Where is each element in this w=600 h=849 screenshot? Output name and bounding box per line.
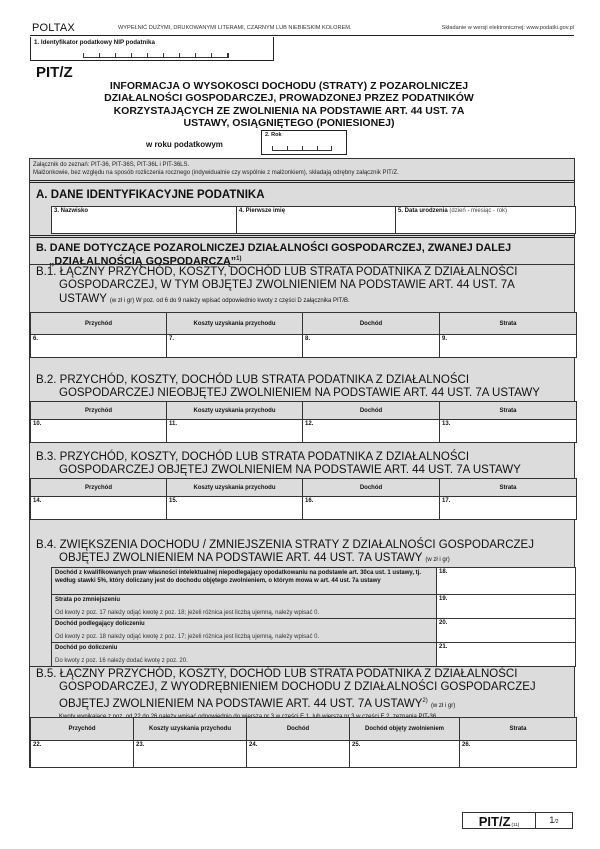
footnote-ref: 1) <box>236 256 242 262</box>
column-header: Dochód <box>302 401 440 420</box>
amount-field[interactable] <box>133 740 247 768</box>
section-b-title-line: B. DANE DOTYCZĄCE POZAROLNICZEJ DZIAŁALNOŚCI GOSPODARCZEJ, ZWANEJ DALEJ <box>36 242 512 254</box>
surname-label: 3. Nazwisko <box>54 208 89 214</box>
form-body <box>29 158 575 768</box>
amount-field[interactable] <box>459 740 577 768</box>
column-header: Dochód <box>302 312 440 335</box>
amount-field[interactable] <box>166 419 303 443</box>
field-number: 14. <box>33 498 42 504</box>
divider <box>30 235 574 238</box>
column-header: Dochód <box>302 478 440 497</box>
b4-title <box>36 539 534 568</box>
first-name-field[interactable] <box>236 206 396 234</box>
b4-row-loss-after-reduction <box>51 594 437 619</box>
field-number: 9. <box>442 336 448 342</box>
amount-field[interactable] <box>30 740 134 768</box>
b5-note: (w zł i gr) <box>430 702 456 709</box>
b4-row-title: Dochód z kwalifikowanych praw własności intelektualnej niepodlegający opodatkowaniu na podstawie art. 30ca ust. 1 ustawy, tj. według stawki 5%, który doliczany jest do dochodu objętego zwolnieniem, o którym mowa w art. 44 ust. 7a ustawy <box>55 570 421 584</box>
b1-title-line: USTAWY <box>59 292 107 305</box>
b5-title-line: GOSPODARCZEJ, Z WYODRĘBNIENIEM DOCHODU Z DZIAŁALNOŚCI GOSPODARCZEJ <box>59 681 536 694</box>
field-number: 22. <box>33 742 42 748</box>
field-number: 13. <box>442 421 451 427</box>
divider <box>30 666 574 667</box>
divider <box>30 264 574 265</box>
amount-field[interactable] <box>30 496 167 520</box>
b4-row-income-after-addition <box>51 642 437 667</box>
amount-field[interactable] <box>439 334 577 358</box>
b5-title <box>36 668 536 721</box>
nip-comb-guide <box>83 54 229 58</box>
b2-title-line: B.2. PRZYCHÓD, KOSZTY, DOCHÓD LUB STRATA PODATNIKA Z DZIAŁALNOŚCI <box>36 374 470 386</box>
field-number: 10. <box>33 421 42 427</box>
form-title <box>54 80 524 129</box>
b4-row-income-to-add <box>51 618 437 643</box>
amount-field[interactable] <box>439 496 577 520</box>
field-18[interactable] <box>436 567 576 595</box>
b5-title-line: OBJĘTEJ ZWOLNIENIEM NA PODSTAWIE ART. 44 UST. 7A USTAWY <box>59 697 423 710</box>
column-header: Przychód <box>30 478 167 497</box>
attachment-note: Załącznik do zeznań: PIT-36, PIT-36S, PIT-36L i PIT-36LS. <box>33 162 190 168</box>
column-header: Koszty uzyskania przychodu <box>166 478 303 497</box>
field-20[interactable] <box>436 618 576 643</box>
electronic-filing-note: Składanie w wersji elektronicznej: www.podatki.gov.pl <box>441 25 574 31</box>
attachment-note: Małżonkowie, bez względu na sposób rozliczenia rocznego (indywidualnie czy wspólnie z małżonkiem), składają odrębny załącznik PIT/Z. <box>33 170 399 176</box>
b2-title-line: GOSPODARCZEJ NIEOBJĘTEJ ZWOLNIENIEM NA PODSTAWIE ART. 44 UST. 7A USTAWY <box>59 387 540 400</box>
amount-field[interactable] <box>166 334 303 358</box>
column-header: Dochód objęty zwolnieniem <box>349 717 460 741</box>
column-header: Strata <box>439 312 577 335</box>
birth-date-field[interactable] <box>395 206 576 234</box>
section-b-title-line: „DZIAŁALNOŚCIĄ GOSPODARCZĄ” <box>49 255 237 268</box>
column-header: Przychód <box>30 717 134 741</box>
field-21[interactable] <box>436 642 576 667</box>
title-line: INFORMACJA O WYSOKOSCI DOCHODU (STRATY) Z POZAROLNICZEJ <box>109 80 469 92</box>
column-header: Strata <box>439 478 577 497</box>
amount-field[interactable] <box>302 419 440 443</box>
field-number: 26. <box>462 742 471 748</box>
fill-instruction: WYPEŁNIĆ DUŻYMI, DRUKOWANYMI LITERAMI, CZARNYM LUB NIEBIESKIM KOLOREM. <box>118 25 352 31</box>
b1-note: (w zł i gr) W poz. od 6 do 9 należy wpisać odpowiednio kwoty z części D załącznika PIT/B. <box>109 297 350 304</box>
field-number: 15. <box>169 498 178 504</box>
field-number: 23. <box>136 742 145 748</box>
field-number: 12. <box>305 421 314 427</box>
year-comb-guide <box>272 147 332 151</box>
amount-field[interactable] <box>439 419 577 443</box>
amount-field[interactable] <box>349 740 460 768</box>
nip-field[interactable] <box>30 37 274 61</box>
b3-title-line: GOSPODARCZEJ OBJĘTEJ ZWOLNIENIEM NA PODSTAWIE ART. 44 UST. 7A USTAWY <box>59 464 521 477</box>
column-header: Koszty uzyskania przychodu <box>166 312 303 335</box>
b5-title-line: B.5. ŁĄCZNY PRZYCHÓD, KOSZTY, DOCHÓD LUB STRATA PODATNIKA Z DZIAŁALNOŚCI <box>36 668 518 680</box>
amount-field[interactable] <box>30 419 167 443</box>
b1-title <box>36 266 517 308</box>
amount-field[interactable] <box>302 496 440 520</box>
page-number <box>536 813 572 828</box>
b4-row-title: Dochód podlegający doliczeniu <box>55 621 145 627</box>
footnote-ref: 2) <box>422 697 428 704</box>
column-header: Strata <box>439 401 577 420</box>
field-number: 21. <box>439 644 448 650</box>
column-header: Dochód <box>246 717 350 741</box>
birth-date-label <box>398 208 507 214</box>
field-number: 7. <box>169 336 175 342</box>
amount-field[interactable] <box>166 496 303 520</box>
field-number: 6. <box>33 336 39 342</box>
year-label: 2. Rok <box>265 132 282 138</box>
title-line: DZIAŁALNOŚCI GOSPODARCZEJ, PROWADZONEJ PRZEZ PODATNIKÓW <box>104 92 474 105</box>
form-footer <box>462 812 573 829</box>
divider <box>30 180 574 183</box>
footer-version: (11) <box>511 822 520 827</box>
b1-title-line: B.1. ŁĄCZNY PRZYCHÓD, KOSZTY, DOCHÓD LUB STRATA PODATNIKA Z DZIAŁALNOŚCI <box>36 266 518 278</box>
b4-row-desc: Od kwoty z poz. 18 należy odjąć kwotę z poz. 17; jeżeli różnica jest liczbą ujemną, należy wpisać 0. <box>55 634 320 640</box>
b1-title-line: GOSPODARCZEJ, W TYM OBJĘTEJ ZWOLNIENIEM NA PODSTAWIE ART. 44 UST. 7A <box>59 279 515 292</box>
field-number: 25. <box>352 742 361 748</box>
column-header: Koszty uzyskania przychodu <box>166 401 303 420</box>
attachment-notes <box>33 161 399 177</box>
b4-row-title: Dochód po doliczeniu <box>55 645 118 651</box>
b4-row-title: Strata po zmniejszeniu <box>55 597 121 603</box>
field-19[interactable] <box>436 594 576 619</box>
field-number: 24. <box>249 742 258 748</box>
top-bar <box>30 24 574 36</box>
footer-form-code <box>463 813 536 828</box>
field-number: 8. <box>305 336 311 342</box>
amount-field[interactable] <box>246 740 350 768</box>
page-total: /2 <box>554 819 559 825</box>
b4-row-desc: Od kwoty z poz. 17 należy odjąć kwotę z poz. 18; jeżeli różnica jest liczbą ujemną, należy wpisać 0. <box>55 610 320 616</box>
field-number: 16. <box>305 498 314 504</box>
title-line: USTAWY, OSIĄGNIĘTEGO (PONIESIONEJ) <box>183 116 395 129</box>
field-number: 20. <box>439 620 448 626</box>
field-number: 18. <box>439 569 448 575</box>
year-prefix: w roku podatkowym <box>146 140 223 149</box>
field-number: 17. <box>442 498 451 504</box>
form-code: PIT/Z <box>36 64 73 81</box>
column-header: Przychód <box>30 401 167 420</box>
year-field[interactable] <box>261 130 347 155</box>
birth-date-label-text: 5. Data urodzenia <box>398 208 448 214</box>
field-number: 19. <box>439 596 448 602</box>
b4-title-line: B.4. ZWIĘKSZENIA DOCHODU / ZMNIEJSZENIA STRATY Z DZIAŁALNOŚCI GOSPODARCZEJ <box>36 539 534 551</box>
amount-field[interactable] <box>302 334 440 358</box>
page-current: 1 <box>549 815 555 825</box>
amount-field[interactable] <box>30 334 167 358</box>
title-line: KORZYSTAJĄCYCH ZE ZWOLNIENIA NA PODSTAWIE ART. 44 UST. 7A <box>113 104 465 117</box>
b4-note: (w zł i gr) <box>425 557 450 564</box>
b4-row-desc: Do kwoty z poz. 16 należy dodać kwotę z poz. 20. <box>55 658 188 664</box>
first-name-label: 4. Pierwsze imię <box>239 208 286 214</box>
poltax-brand: POLTAX <box>32 22 75 34</box>
b4-row-ip-income <box>51 567 437 595</box>
column-header: Przychód <box>30 312 167 335</box>
footer-code-text: PIT/Z <box>478 814 511 829</box>
field-number: 11. <box>169 421 178 427</box>
birth-date-hint: (dzień - miesiąc - rok) <box>449 208 508 214</box>
b3-title-line: B.3. PRZYCHÓD, KOSZTY, DOCHÓD LUB STRATA PODATNIKA Z DZIAŁALNOŚCI <box>36 451 470 463</box>
section-a-title: A. DANE IDENTYFIKACYJNE PODATNIKA <box>36 189 265 201</box>
surname-field[interactable] <box>51 206 237 234</box>
column-header: Koszty uzyskania przychodu <box>133 717 247 741</box>
nip-label: 1. Identyfikator podatkowy NIP podatnika <box>34 39 155 46</box>
b4-title-line: OBJĘTEJ ZWOLNIENIEM NA PODSTAWIE ART. 44 UST. 7A USTAWY <box>59 552 423 565</box>
column-header: Strata <box>459 717 577 741</box>
